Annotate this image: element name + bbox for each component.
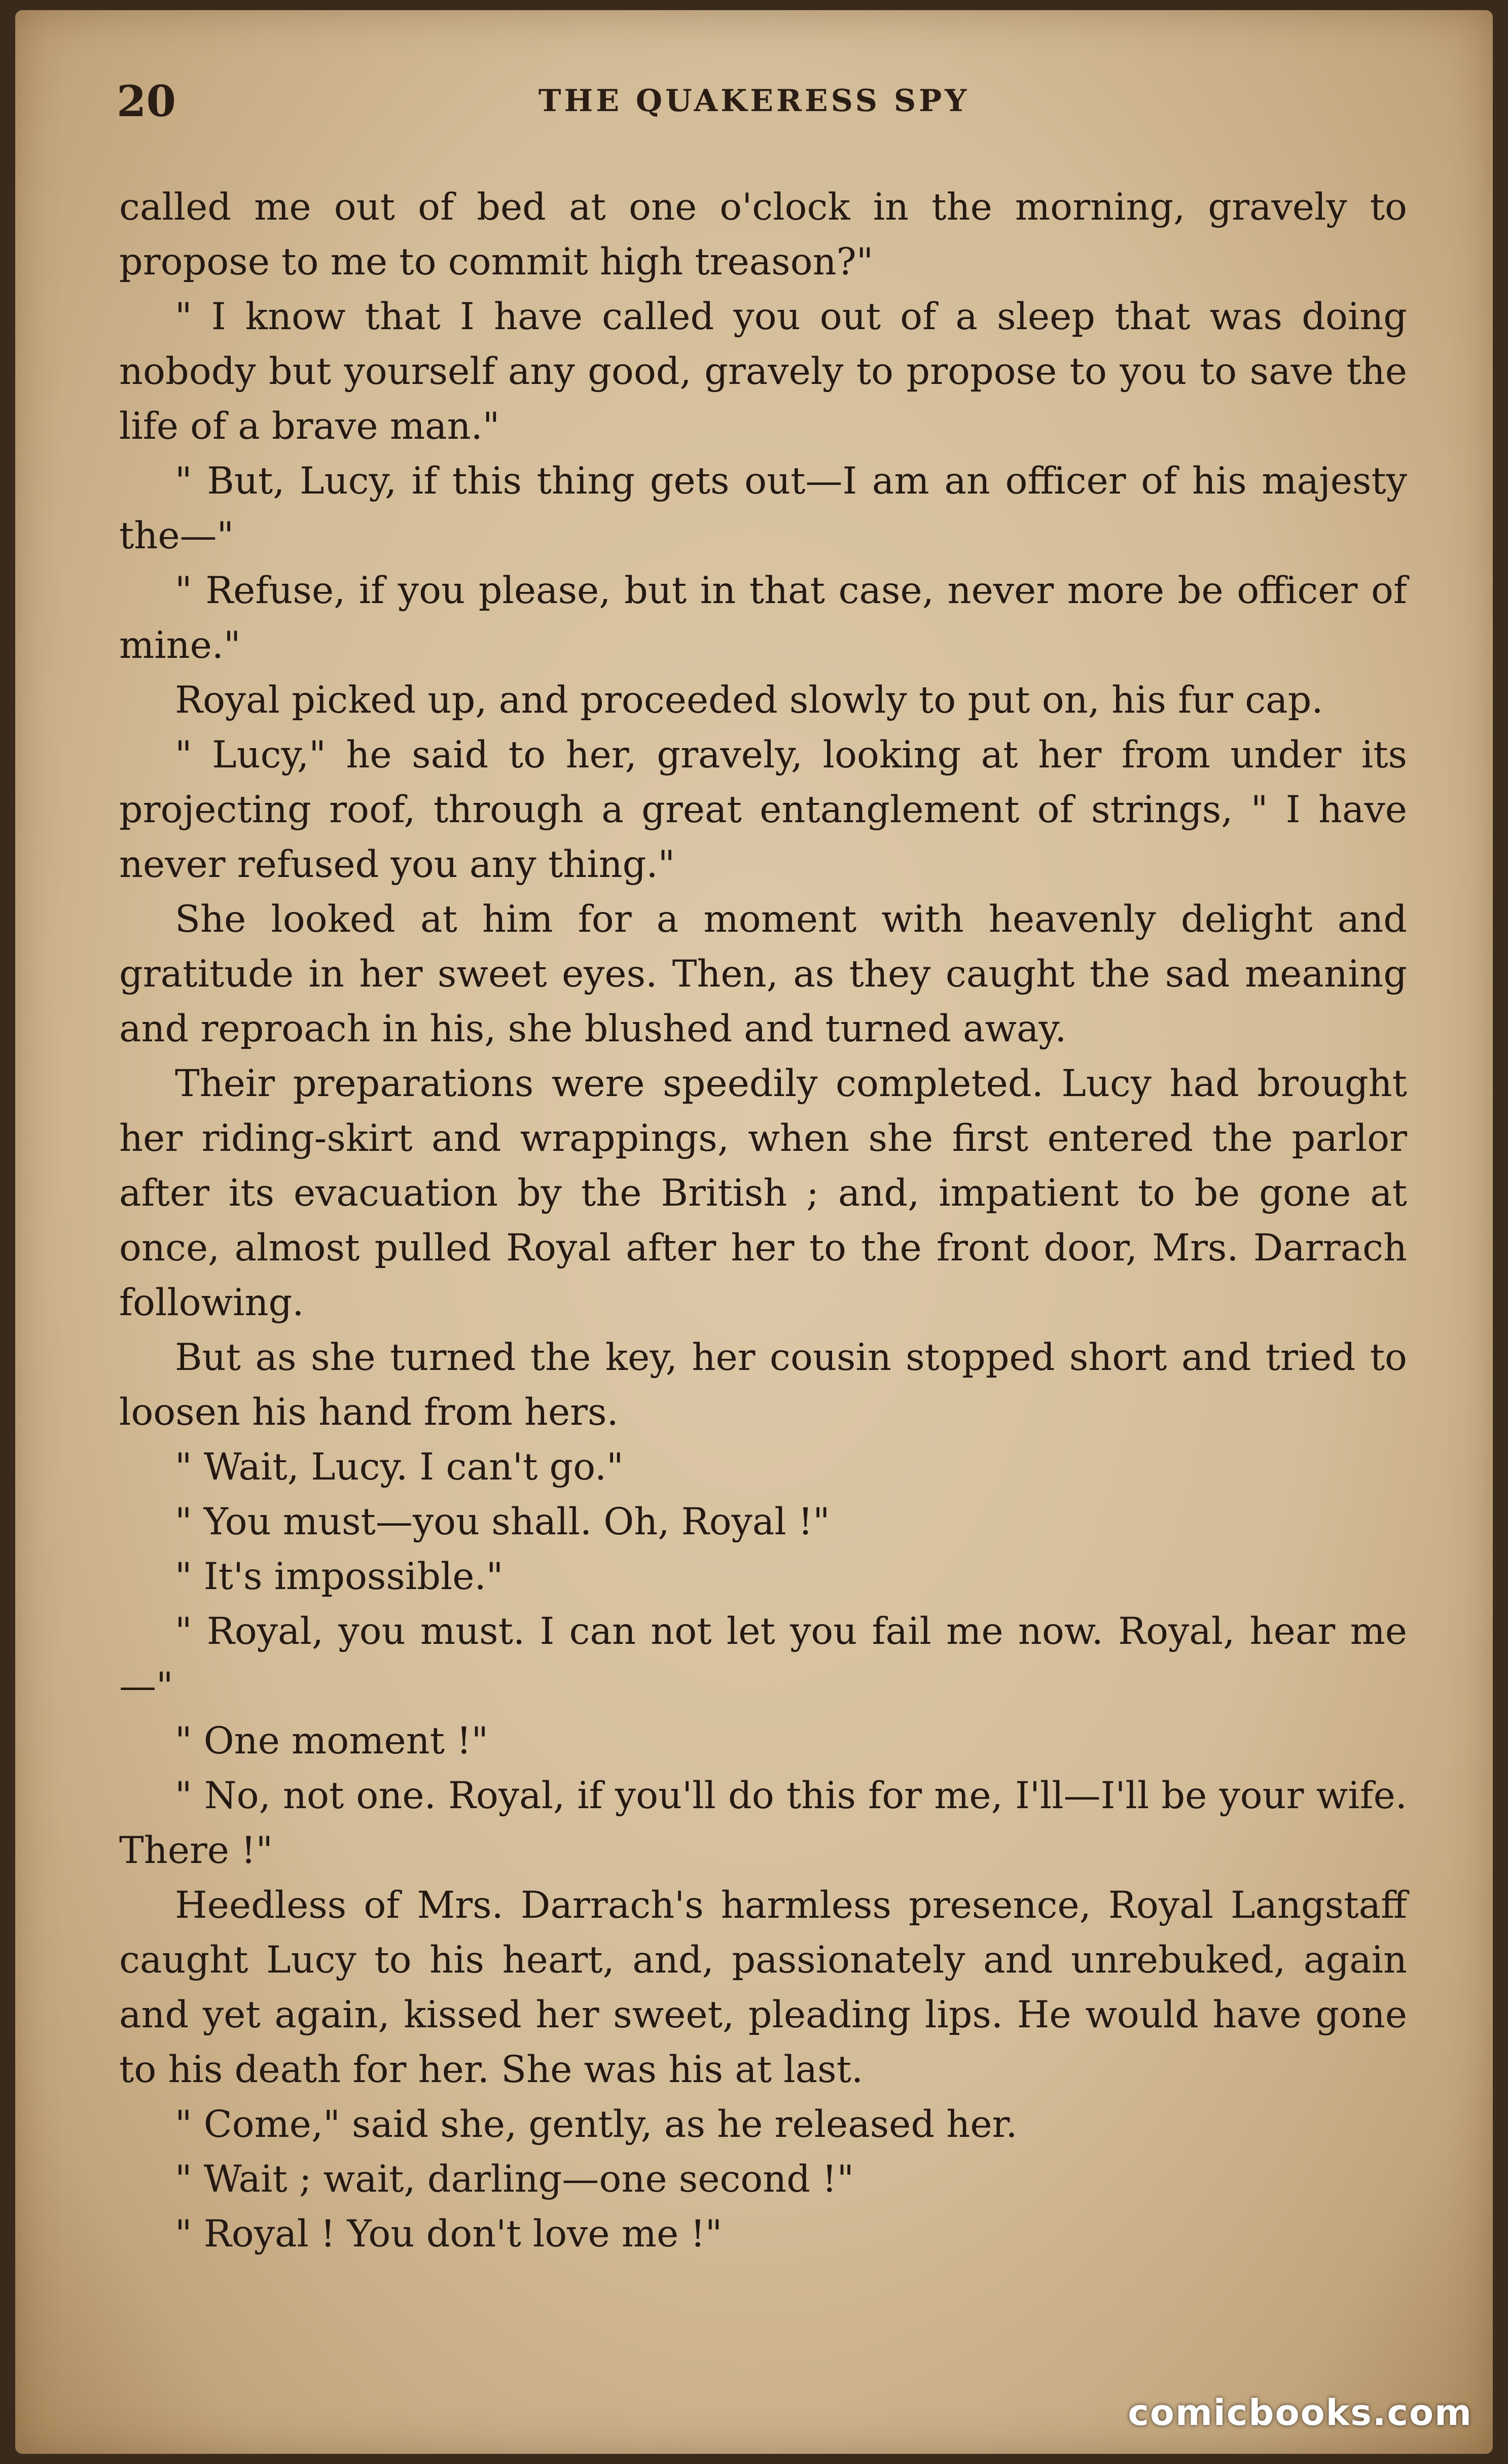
paragraph: But as she turned the key, her cousin stopped short and tried to loosen his hand from hers. [119, 1336, 1407, 1434]
body-text [119, 180, 1407, 2262]
paragraph: Royal picked up, and proceeded slowly to put on, his fur cap. [175, 679, 1323, 722]
paragraph: " Wait ; wait, darling—one second !" [175, 2158, 854, 2201]
paragraph: " It's impossible." [175, 1555, 504, 1598]
paragraph: " You must—you shall. Oh, Royal !" [175, 1500, 830, 1543]
watermark: comicbooks.com [1128, 2392, 1473, 2434]
paragraph: " I know that I have called you out of a sleep that was doing nobody but yourself any good, gravely to propose to you to save the life of a brave man." [119, 295, 1407, 448]
paragraph: " One moment !" [175, 1719, 489, 1763]
page-number: 20 [117, 76, 176, 126]
paragraph: " Royal, you must. I can not let you fail me now. Royal, hear me—" [119, 1610, 1407, 1708]
paragraph: " No, not one. Royal, if you'll do this for me, I'll—I'll be your wife. There !" [119, 1774, 1407, 1872]
paragraph: Heedless of Mrs. Darrach's harmless presence, Royal Langstaff caught Lucy to his heart, and, passionately and unrebuked, again and yet again, kissed her sweet, pleading lips. He would have gone to his death for her. She was his at last. [119, 1884, 1407, 2091]
paragraph: Their preparations were speedily completed. Lucy had brought her riding-skirt and wrappings, when she first entered the parlor after its evacuation by the British ; and, impatient to be gone at once, almost pulled Royal after her to the front door, Mrs. Darrach following. [119, 1062, 1407, 1324]
paragraph: " Refuse, if you please, but in that case, never more be officer of mine." [119, 569, 1407, 667]
paragraph: " Lucy," he said to her, gravely, looking at her from under its projecting roof, through a great entanglement of strings, " I have never refused you any thing." [119, 733, 1407, 886]
book-page [15, 10, 1493, 2454]
paragraph: " Royal ! You don't love me !" [175, 2212, 723, 2256]
book-title: THE QUAKERESS SPY [538, 83, 970, 119]
paragraph: " Wait, Lucy. I can't go." [175, 1446, 624, 1489]
paragraph: " But, Lucy, if this thing gets out—I am an officer of his majesty the—" [119, 460, 1407, 557]
paragraph: She looked at him for a moment with heavenly delight and gratitude in her sweet eyes. Then, as they caught the sad meaning and reproach in his, she blushed and turned away. [119, 898, 1407, 1050]
running-head [106, 76, 1402, 137]
paragraph: " Come," said she, gently, as he released her. [175, 2103, 1018, 2146]
paragraph: called me out of bed at one o'clock in the morning, gravely to propose to me to commit high treason?" [119, 186, 1407, 284]
